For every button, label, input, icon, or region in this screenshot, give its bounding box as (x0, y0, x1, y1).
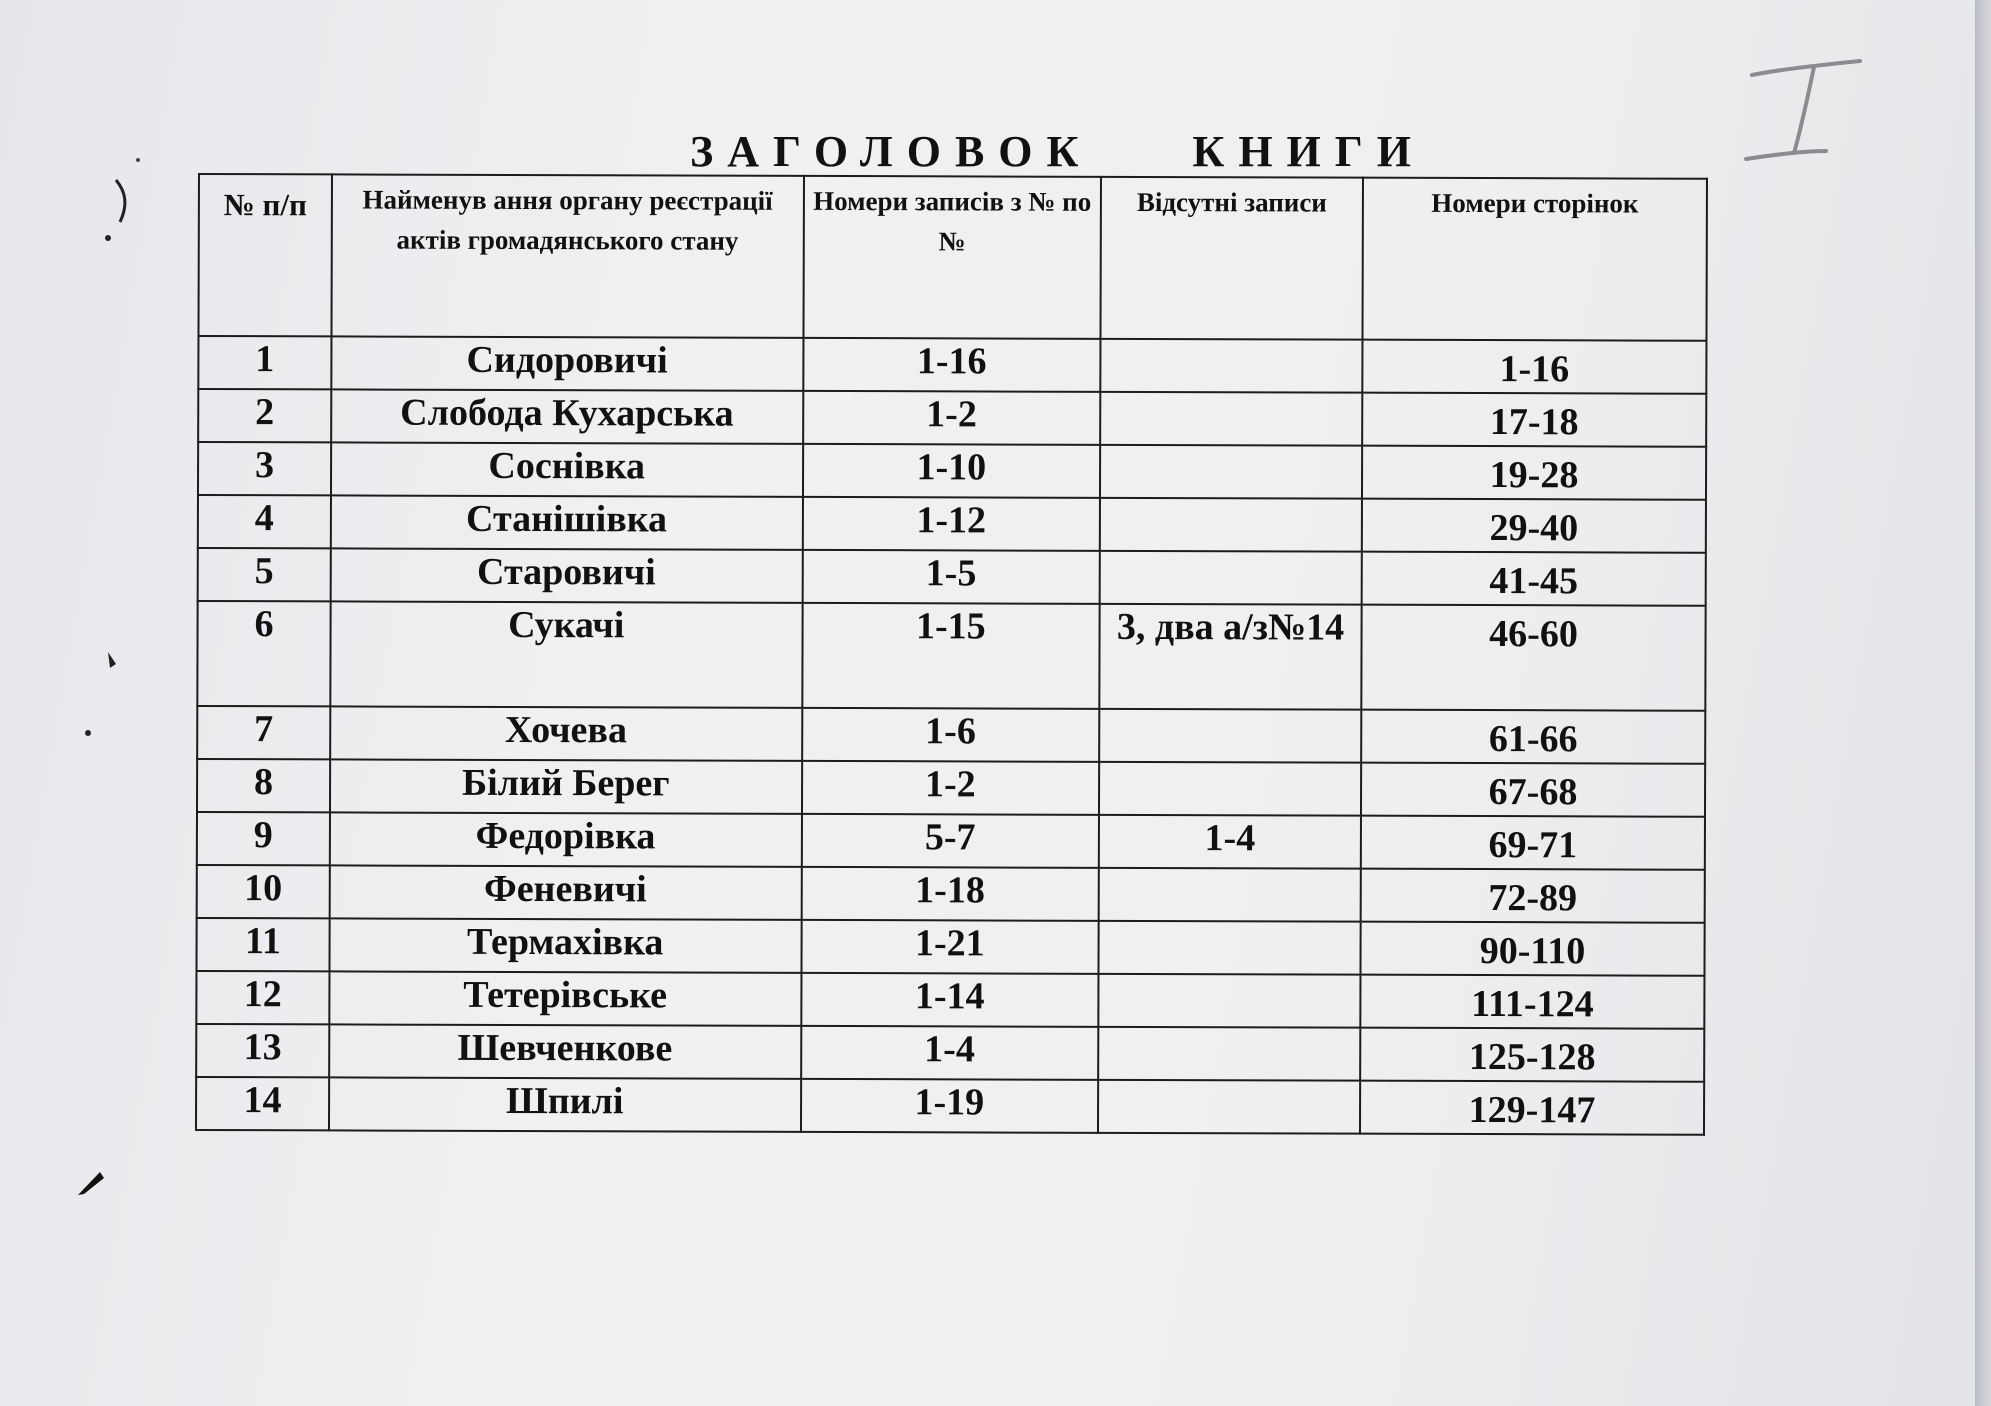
cell-range: 1-4 (801, 1026, 1099, 1080)
cell-range: 1-2 (802, 761, 1100, 815)
cell-pages (1361, 605, 1705, 711)
cell-pages (1360, 1081, 1704, 1135)
cell-number: 5 (198, 548, 331, 601)
cell-number: 11 (196, 918, 329, 971)
cell-number: 3 (198, 442, 331, 495)
cell-number: 9 (197, 812, 330, 865)
cell-missing (1098, 1027, 1360, 1081)
cell-pages (1362, 340, 1706, 394)
cell-missing (1099, 868, 1361, 922)
cell-missing (1098, 921, 1360, 975)
cell-pages-text: 61-66 (1488, 718, 1578, 761)
table-row (198, 548, 1706, 606)
cell-number: 13 (196, 1024, 329, 1077)
header-missing-records: Відсутні записи (1100, 177, 1362, 340)
table-row (198, 442, 1706, 500)
cell-missing (1098, 974, 1360, 1028)
cell-name: Федорівка (330, 812, 802, 866)
table-row (197, 865, 1705, 923)
cell-missing (1100, 445, 1362, 499)
cell-pages-text: 19-28 (1489, 454, 1579, 497)
cell-missing (1100, 392, 1362, 446)
cell-pages-text: 29-40 (1489, 507, 1579, 550)
cell-pages-text: 125-128 (1468, 1035, 1596, 1079)
cell-number: 10 (197, 865, 330, 918)
cell-name: Хочева (330, 706, 802, 760)
cell-pages (1360, 1028, 1704, 1082)
cell-name: Шпилі (329, 1077, 801, 1131)
cell-range: 1-16 (803, 338, 1101, 392)
cell-range: 5-7 (801, 814, 1099, 868)
cell-range: 1-14 (801, 973, 1099, 1027)
cell-number: 2 (198, 389, 331, 442)
cell-number: 14 (196, 1077, 329, 1130)
cell-range: 1-19 (801, 1079, 1099, 1133)
document-title: ЗАГОЛОВОК КНИГИ (690, 127, 1425, 176)
cell-name: Термахівка (329, 918, 801, 972)
cell-name: Тетерівське (329, 971, 801, 1025)
cell-pages-text: 69-71 (1488, 824, 1578, 867)
cell-pages-text: 67-68 (1488, 771, 1578, 814)
paper-edge (1975, 0, 1991, 1406)
cell-name: Станішівка (331, 495, 803, 549)
margin-marks (0, 0, 200, 1406)
table-row (197, 601, 1705, 711)
cell-range: 1-18 (801, 867, 1099, 921)
cell-range: 1-10 (803, 444, 1101, 498)
cell-number: 12 (196, 971, 329, 1024)
cell-name: Шевченкове (329, 1024, 801, 1078)
cell-pages (1361, 816, 1705, 870)
table-row (198, 495, 1706, 553)
cell-missing: 1-4 (1099, 815, 1361, 869)
table-row (198, 336, 1706, 394)
cell-name: Сукачі (330, 601, 802, 707)
cell-pages-text: 41-45 (1489, 560, 1579, 603)
cell-range: 1-21 (801, 920, 1099, 974)
cell-pages (1360, 922, 1704, 976)
cell-name: Сидоровичі (331, 336, 803, 390)
cell-name: Старовичі (330, 548, 802, 602)
cell-pages-text: 90-110 (1479, 930, 1586, 973)
cell-range: 1-12 (802, 497, 1100, 551)
cell-range: 1-5 (802, 550, 1100, 604)
cell-pages-text: 72-89 (1488, 877, 1578, 920)
cell-number: 1 (198, 336, 331, 389)
cell-pages-text: 46-60 (1489, 613, 1578, 656)
cell-pages (1360, 975, 1704, 1029)
cell-pages (1361, 869, 1705, 923)
cell-name: Соснівка (331, 442, 803, 496)
table-row (196, 1077, 1704, 1135)
cell-missing (1099, 709, 1361, 763)
cell-range: 1-15 (802, 603, 1100, 709)
cell-missing (1100, 551, 1362, 605)
cell-pages (1362, 446, 1706, 500)
cell-number: 4 (198, 495, 331, 548)
cell-pages-text: 1-16 (1499, 348, 1570, 391)
cell-number: 8 (197, 759, 330, 812)
handwritten-mark-icon (1742, 55, 1872, 175)
header-record-range: Номери записів з № по № (803, 176, 1101, 339)
cell-number: 7 (197, 706, 330, 759)
cell-pages-text: 129-147 (1468, 1088, 1596, 1132)
cell-number: 6 (197, 601, 330, 706)
cell-pages (1362, 552, 1706, 606)
table-row (197, 706, 1705, 764)
register-table (195, 173, 1708, 1136)
cell-missing: 3, два а/з№14 (1099, 604, 1361, 710)
header-page-numbers: Номери сторінок (1362, 178, 1707, 341)
cell-pages (1362, 499, 1706, 553)
cell-range: 1-6 (802, 708, 1100, 762)
cell-name: Слобода Кухарська (331, 389, 803, 443)
table-row (197, 759, 1705, 817)
table-row (196, 918, 1704, 976)
table-row (196, 971, 1704, 1029)
table-row (198, 389, 1706, 447)
cell-name: Феневичі (329, 865, 801, 919)
cell-range: 1-2 (803, 391, 1101, 445)
cell-pages (1361, 763, 1705, 817)
cell-missing (1098, 1080, 1360, 1134)
cell-missing (1100, 498, 1362, 552)
table-row (196, 1024, 1704, 1082)
cell-name: Білий Берег (330, 759, 802, 813)
table-header-row (198, 174, 1707, 341)
header-number: № п/п (198, 174, 331, 336)
header-registry-office-name: Найменув ання органу реєстрації актів громадянського стану (331, 174, 803, 337)
cell-missing (1100, 339, 1362, 393)
cell-pages (1362, 393, 1706, 447)
cell-missing (1099, 762, 1361, 816)
table-row (197, 812, 1705, 870)
cell-pages (1361, 710, 1705, 764)
cell-pages-text: 17-18 (1489, 401, 1579, 444)
cell-pages-text: 111-124 (1471, 983, 1594, 1026)
